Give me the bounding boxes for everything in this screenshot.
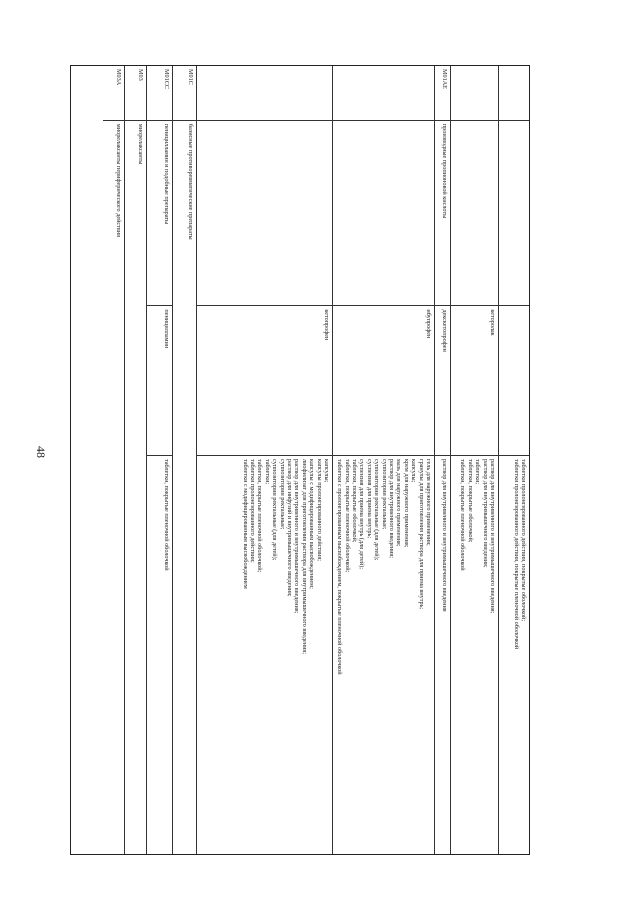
dosage-forms-cell: таблетки, покрытые пленочной оболочкой	[147, 455, 172, 854]
group-cell: миорелаксанты	[125, 120, 146, 854]
dosage-forms-cell: раствор для внутривенного и внутримышечного введения; раствор для внутримышечного введения; таблетки; таблетки, покрытые оболочкой; таблетки, покрытые пленочной оболочкой	[451, 455, 498, 854]
table-row	[499, 66, 529, 854]
drug-name-cell: пеницилламин	[147, 305, 172, 455]
atc-code-cell: M01AE	[441, 69, 448, 89]
dosage-forms-cell: капсулы; капсулы пролонгированного действия; капсулы с модифицированным высвобождением; лиофилизат для приготовления раствора для внутримышечного введения; раствор для внутривенного и внутримышечного введения; раствор для инфузий и внутримышечного введения; суппозитории ректальные; суппозитории ректальные (для детей); таблетки; таблетки, покрытые пленочной оболочкой; таблетки пролонгированного действия; таблетки с модифицированным высвобождением	[197, 455, 332, 854]
dosage-forms-cell: раствор для внутривенного и внутримышечного введения	[435, 455, 450, 854]
group-cell	[499, 120, 529, 306]
group-cell	[197, 120, 332, 306]
drug-table	[70, 65, 530, 855]
atc-code-cell	[451, 66, 498, 120]
drug-name-cell: кетопрофен	[197, 305, 332, 455]
group-cell	[451, 120, 498, 306]
table-row	[197, 66, 333, 854]
drug-name-cell: декскетопрофен	[435, 305, 450, 455]
table-row	[147, 66, 173, 854]
table-row	[125, 66, 147, 854]
drug-name-cell: кеторолак	[451, 305, 498, 455]
group-cell: производные пропионовой кислоты	[435, 120, 450, 306]
rotated-page	[70, 65, 530, 855]
group-cell	[333, 120, 434, 306]
table-row	[173, 66, 197, 854]
atc-code-cell	[197, 66, 332, 120]
atc-code-cell: M03A	[115, 69, 122, 86]
dosage-forms-cell: гель для наружного применения; гранулы для приготовления раствора для приема внутрь; капсулы; крем для наружного применения; мазь для наружного применения; раствор для внутривенного введения; суппозитории ректальные; суппозитории ректальные (для детей); суспензия для приема внутрь; суспензия для приема внутрь (для детей); таблетки, покрытые оболочкой; таблетки, покрытые пленочной оболочкой; таблетки с пролонгированным высвобождением, покрытые пленочной оболочкой	[333, 455, 434, 854]
drug-name-cell: ибупрофен	[333, 305, 434, 455]
atc-code-cell: M01C	[187, 69, 194, 85]
dosage-forms-cell: таблетки пролонгированного действия, покрытые оболочкой; таблетки пролонгированного действия, покрытые пленочной оболочкой	[499, 455, 529, 854]
drug-name-cell	[499, 305, 529, 455]
table-row	[103, 66, 125, 854]
table-row	[333, 66, 435, 854]
atc-code-cell	[333, 66, 434, 120]
group-cell: базисные противоревматические препараты	[173, 120, 196, 854]
group-cell: миорелаксанты периферического действия	[103, 120, 124, 854]
page-number: 48	[34, 446, 48, 458]
atc-code-cell: M03	[137, 69, 144, 81]
group-cell: пеницилламин и подобные препараты	[147, 120, 172, 306]
table-row	[435, 66, 451, 854]
atc-code-cell	[499, 66, 529, 120]
table-row	[451, 66, 499, 854]
atc-code-cell: M01CC	[163, 69, 170, 89]
